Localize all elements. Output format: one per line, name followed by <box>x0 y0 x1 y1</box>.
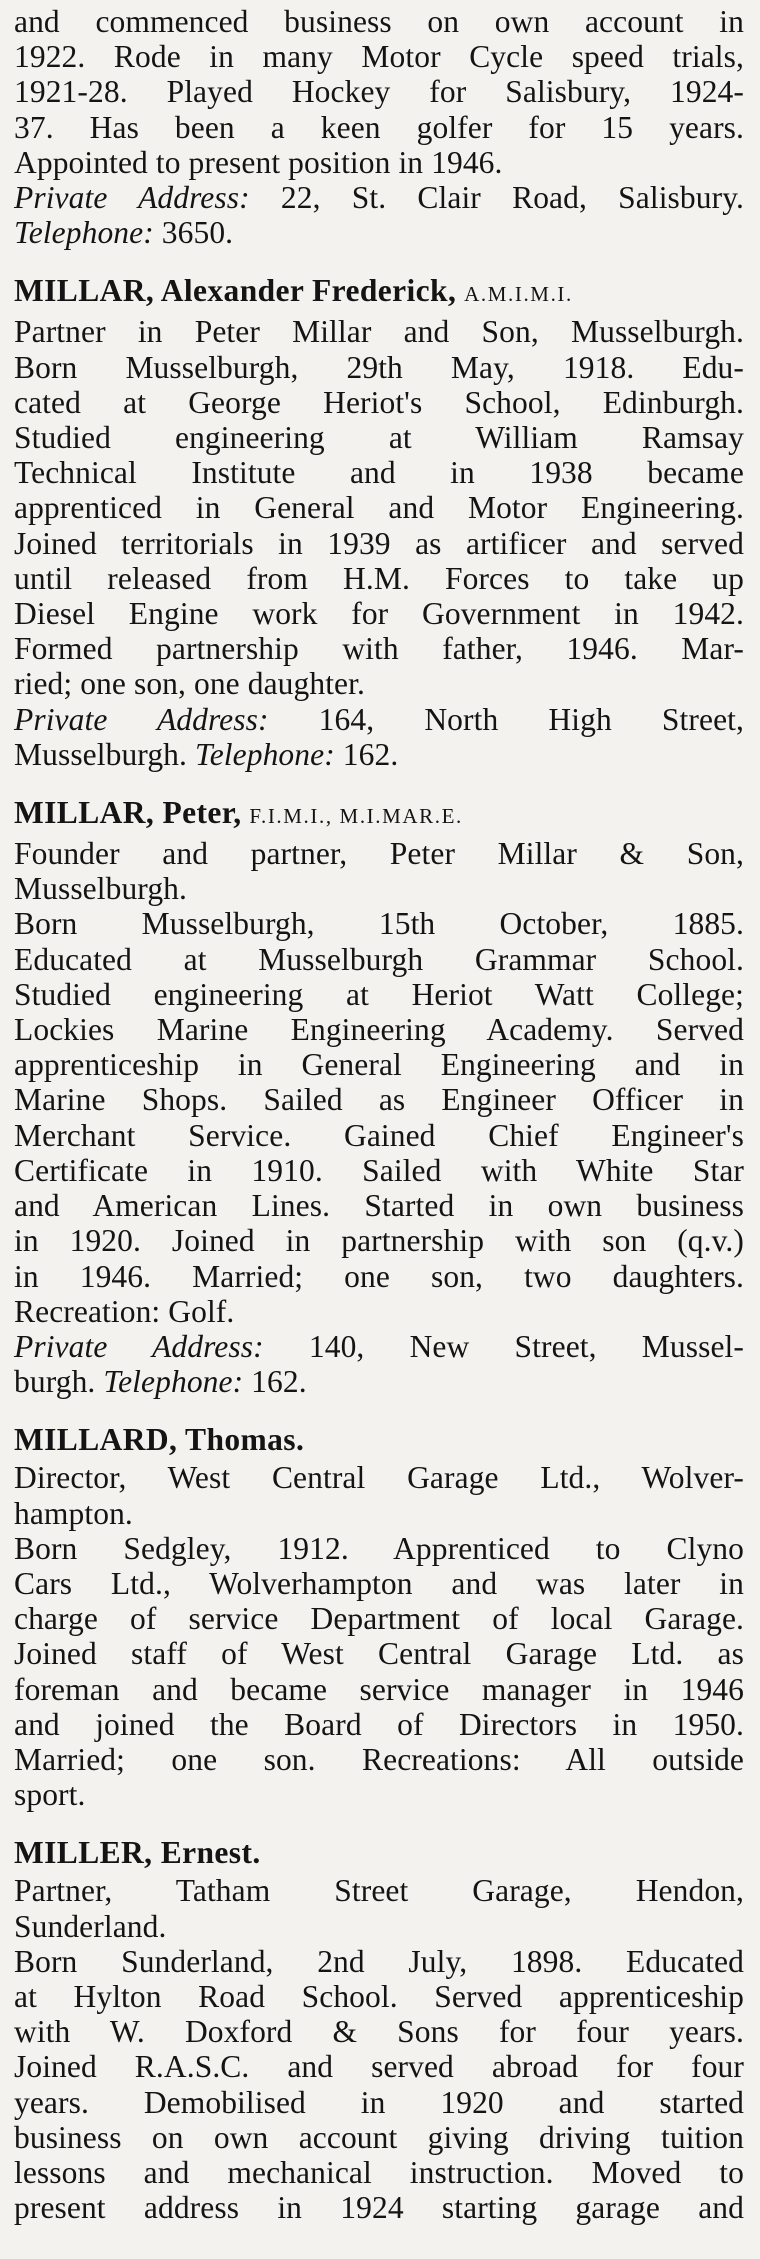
text-line: years. Demobilised in 1920 and started <box>14 2084 744 2120</box>
text-line: and commenced business on own account in <box>14 4 744 39</box>
text-line: with W. Doxford & Sons for four years. <box>14 2014 744 2050</box>
text-line: Born Sedgley, 1912. Apprenticed to Clyno <box>14 1530 744 1566</box>
text-line: cated at George Heriot's School, Edinburgh. <box>14 384 744 420</box>
entry-millar-alexander <box>14 272 744 772</box>
telephone-value: 162. <box>243 1364 307 1400</box>
entry-qualifications: F.I.M.I., M.I.MAR.E. <box>249 804 463 829</box>
text-line: and joined the Board of Directors in 1950. <box>14 1706 744 1742</box>
text-line: lessons and mechanical instruction. Moved to <box>14 2154 744 2190</box>
address-value: burgh. <box>14 1364 104 1400</box>
text-line: Born Sunderland, 2nd July, 1898. Educated <box>14 1943 744 1979</box>
entry-qualifications: A.M.I.M.I. <box>464 282 573 307</box>
text-line: Partner in Peter Millar and Son, Musselburgh. <box>14 314 744 350</box>
text-line: Born Musselburgh, 29th May, 1918. Edu- <box>14 349 744 385</box>
address-label: Private Address: <box>14 701 269 737</box>
text-line: Lockies Marine Engineering Academy. Served <box>14 1012 744 1048</box>
private-address-line <box>14 180 744 215</box>
private-address-line <box>14 702 744 737</box>
text-line: Joined staff of West Central Garage Ltd. as <box>14 1636 744 1672</box>
text-line: 37. Has been a keen golfer for 15 years. <box>14 109 744 145</box>
address-value: 164, North High Street, <box>268 701 744 737</box>
text-line: Partner, Tatham Street Garage, Hendon, <box>14 1873 744 1909</box>
text-line: Appointed to present position in 1946. <box>14 144 503 180</box>
text-line: foreman and became service manager in 1946 <box>14 1671 744 1707</box>
address-value: 140, New Street, Mussel- <box>263 1328 744 1364</box>
telephone-value: 162. <box>334 736 399 772</box>
address-label: Private Address: <box>14 1328 264 1364</box>
text-line: Founder and partner, Peter Millar & Son, <box>14 836 744 872</box>
text-line: Studied engineering at Heriot Watt College; <box>14 976 744 1012</box>
text-line: and American Lines. Started in own business <box>14 1188 744 1224</box>
telephone-label: Telephone: <box>194 736 335 772</box>
text-line: business on own account giving driving tuition <box>14 2119 744 2155</box>
entry-name: MILLAR, Peter, <box>14 795 242 831</box>
text-line: Certificate in 1910. Sailed with White Star <box>14 1152 744 1188</box>
text-line: Sunderland. <box>14 1908 167 1944</box>
text-line: 1921-28. Played Hockey for Salisbury, 1924- <box>14 74 744 110</box>
text-line: at Hylton Road School. Served apprenticeship <box>14 1978 744 2014</box>
text-line: Educated at Musselburgh Grammar School. <box>14 941 744 977</box>
text-line: Studied engineering at William Ramsay <box>14 420 744 456</box>
text-line: Joined R.A.S.C. and served abroad for four <box>14 2049 744 2085</box>
text-line: Director, West Central Garage Ltd., Wolver- <box>14 1460 744 1496</box>
text-line: charge of service Department of local Garage. <box>14 1601 744 1637</box>
text-line: Technical Institute and in 1938 became <box>14 455 744 491</box>
text-line: Married; one son. Recreations: All outside <box>14 1741 744 1777</box>
entry-millard-thomas <box>14 1421 744 1812</box>
entry-heading <box>14 1421 744 1459</box>
text-line: Musselburgh. <box>14 871 188 907</box>
text-line: sport. <box>14 1777 86 1813</box>
telephone-line <box>14 215 744 250</box>
telephone-label: Telephone: <box>14 215 154 251</box>
telephone-label: Telephone: <box>103 1364 244 1400</box>
text-line: Joined territorials in 1939 as artificer and served <box>14 525 744 561</box>
telephone-line <box>14 737 744 772</box>
text-line: Recreation: Golf. <box>14 1293 235 1329</box>
text-line: in 1920. Joined in partnership with son (q.v.) <box>14 1223 744 1259</box>
text-line: Born Musselburgh, 15th October, 1885. <box>14 906 744 942</box>
text-line: apprenticeship in General Engineering and in <box>14 1047 744 1083</box>
text-line: 1922. Rode in many Motor Cycle speed trials, <box>14 39 744 75</box>
text-line: Merchant Service. Gained Chief Engineer's <box>14 1117 744 1153</box>
text-line: Marine Shops. Sailed as Engineer Officer in <box>14 1082 744 1118</box>
address-value: Musselburgh. <box>14 736 195 772</box>
entry-name: MILLARD, Thomas. <box>14 1422 305 1458</box>
telephone-value: 3650. <box>153 215 234 251</box>
entry-name: MILLER, Ernest. <box>14 1835 261 1871</box>
text-line: hampton. <box>14 1495 133 1531</box>
entry-millar-peter <box>14 794 744 1399</box>
telephone-line <box>14 1364 744 1399</box>
text-line: in 1946. Married; one son, two daughters. <box>14 1258 744 1294</box>
text-line: until released from H.M. Forces to take up <box>14 560 744 596</box>
entry-heading <box>14 1834 744 1872</box>
entry-miller-ernest <box>14 1834 744 2225</box>
text-line: Diesel Engine work for Government in 1942. <box>14 596 744 632</box>
address-value: 22, St. Clair Road, Salisbury. <box>249 180 744 216</box>
entry-heading <box>14 794 744 835</box>
address-label: Private Address: <box>14 180 250 216</box>
entry-name: MILLAR, Alexander Frederick, <box>14 273 457 309</box>
entry-heading <box>14 272 744 313</box>
private-address-line <box>14 1329 744 1364</box>
text-line: present address in 1924 starting garage and <box>14 2190 744 2226</box>
entry-continuation <box>14 4 744 250</box>
text-line: Cars Ltd., Wolverhampton and was later in <box>14 1565 744 1601</box>
text-line: Formed partnership with father, 1946. Mar- <box>14 631 744 667</box>
text-line: apprenticed in General and Motor Engineering. <box>14 490 744 526</box>
text-line: ried; one son, one daughter. <box>14 666 365 702</box>
